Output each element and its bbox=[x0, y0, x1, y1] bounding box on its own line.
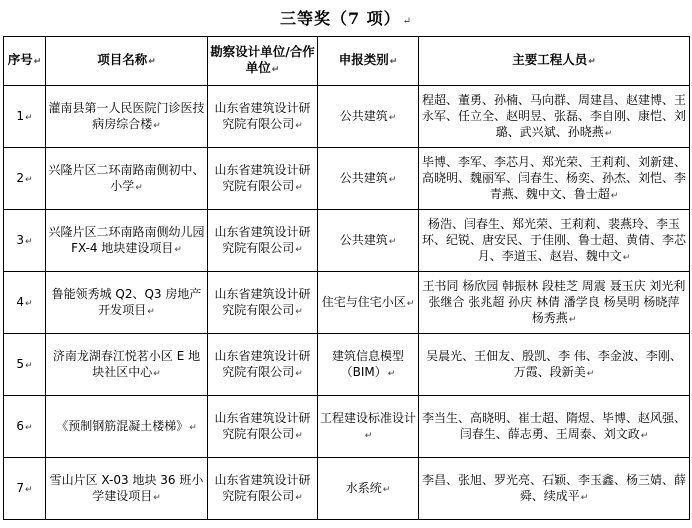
cell-name: 《预制钢筋混凝土楼梯》↵ bbox=[46, 396, 208, 458]
cell-unit: 山东省建筑设计研究院有限公司↵ bbox=[208, 210, 318, 272]
cell-people: 杨浩、闫春生、郑光荣、王莉莉、裴燕玲、李玉环、纪锐、唐安民、于佳刚、鲁士超、黄倩、李芯月、李道玉、赵岩、魏中文↵ bbox=[419, 210, 690, 272]
cell-unit: 山东省建筑设计研究院有限公司↵ bbox=[208, 148, 318, 210]
cell-category: 公共建筑↵ bbox=[318, 148, 419, 210]
paragraph-mark-icon: ↵ bbox=[402, 16, 413, 27]
cell-unit: 山东省建筑设计研究院有限公司↵ bbox=[208, 458, 318, 520]
awards-table bbox=[3, 36, 690, 520]
cell-category: 工程建设标准设计↵ bbox=[318, 396, 419, 458]
header-people: 主要工程人员↵ bbox=[419, 37, 690, 86]
cell-index: 1↵ bbox=[4, 86, 46, 148]
table-row bbox=[4, 272, 690, 334]
cell-people: 吴晨光、王佃友、殷凯、李 伟、李金波、李刚、万霞、段新美↵ bbox=[419, 334, 690, 396]
header-category: 申报类别↵ bbox=[318, 37, 419, 86]
cell-index: 2↵ bbox=[4, 148, 46, 210]
cell-name: 鲁能领秀城 Q2、Q3 房地产开发项目↵ bbox=[46, 272, 208, 334]
table-row bbox=[4, 458, 690, 520]
header-name: 项目名称↵ bbox=[46, 37, 208, 86]
table-header-row bbox=[4, 37, 690, 86]
cell-index: 5↵ bbox=[4, 334, 46, 396]
header-index: 序号↵ bbox=[4, 37, 46, 86]
cell-unit: 山东省建筑设计研究院有限公司↵ bbox=[208, 334, 318, 396]
page-title bbox=[0, 6, 692, 29]
cell-unit: 山东省建筑设计研究院有限公司↵ bbox=[208, 396, 318, 458]
cell-name: 兴隆片区二环南路南侧初中、小学↵ bbox=[46, 148, 208, 210]
cell-category: 公共建筑↵ bbox=[318, 86, 419, 148]
cell-people: 程超、董勇、孙楠、马向群、周建昌、赵建博、王永军、任立全、赵明昱、张磊、李自刚、康恺、刘璐、武兴斌、孙晓燕↵ bbox=[419, 86, 690, 148]
cell-name: 济南龙湖春江悦茗小区 E 地块社区中心↵ bbox=[46, 334, 208, 396]
cell-people: 毕博、李军、李芯月、郑光荣、王莉莉、刘新建、高晓明、魏丽军、闫春生、杨奕、孙杰、刘恺、李青燕、魏中文、鲁士超↵ bbox=[419, 148, 690, 210]
cell-category: 水系统↵ bbox=[318, 458, 419, 520]
cell-name: 灌南县第一人民医院门诊医技病房综合楼↵ bbox=[46, 86, 208, 148]
cell-people: 李昌、张旭、罗光亮、石颖、李玉鑫、杨三婧、薛舜、续成平↵ bbox=[419, 458, 690, 520]
cell-category: 公共建筑↵ bbox=[318, 210, 419, 272]
cell-unit: 山东省建筑设计研究院有限公司↵ bbox=[208, 272, 318, 334]
cell-unit: 山东省建筑设计研究院有限公司↵ bbox=[208, 86, 318, 148]
page-title-text: 三等奖（7 项） bbox=[279, 9, 401, 28]
table-row bbox=[4, 396, 690, 458]
table-row bbox=[4, 86, 690, 148]
table-row bbox=[4, 210, 690, 272]
cell-people: 李当生、高晓明、崔士超、隋煜、毕博、赵风强、闫春生、薛志勇、王周泰、刘文政↵ bbox=[419, 396, 690, 458]
cell-category: 住宅与住宅小区↵ bbox=[318, 272, 419, 334]
table-row bbox=[4, 148, 690, 210]
cell-index: 7↵ bbox=[4, 458, 46, 520]
table-row bbox=[4, 334, 690, 396]
cell-index: 6↵ bbox=[4, 396, 46, 458]
header-unit: 勘察设计单位/合作单位↵ bbox=[208, 37, 318, 86]
cell-people: 王书同 杨欣园 韩振林 段桂芝 周震 聂玉庆 刘光利 张继合 张兆超 孙庆 林倩 潘学良 杨昊明 杨晓萍 杨秀燕↵ bbox=[419, 272, 690, 334]
cell-name: 雪山片区 X-03 地块 36 班小学建设项目↵ bbox=[46, 458, 208, 520]
cell-index: 4↵ bbox=[4, 272, 46, 334]
cell-index: 3↵ bbox=[4, 210, 46, 272]
cell-category: 建筑信息模型（BIM）↵ bbox=[318, 334, 419, 396]
cell-name: 兴隆片区二环南路南侧幼儿园 FX-4 地块建设项目↵ bbox=[46, 210, 208, 272]
